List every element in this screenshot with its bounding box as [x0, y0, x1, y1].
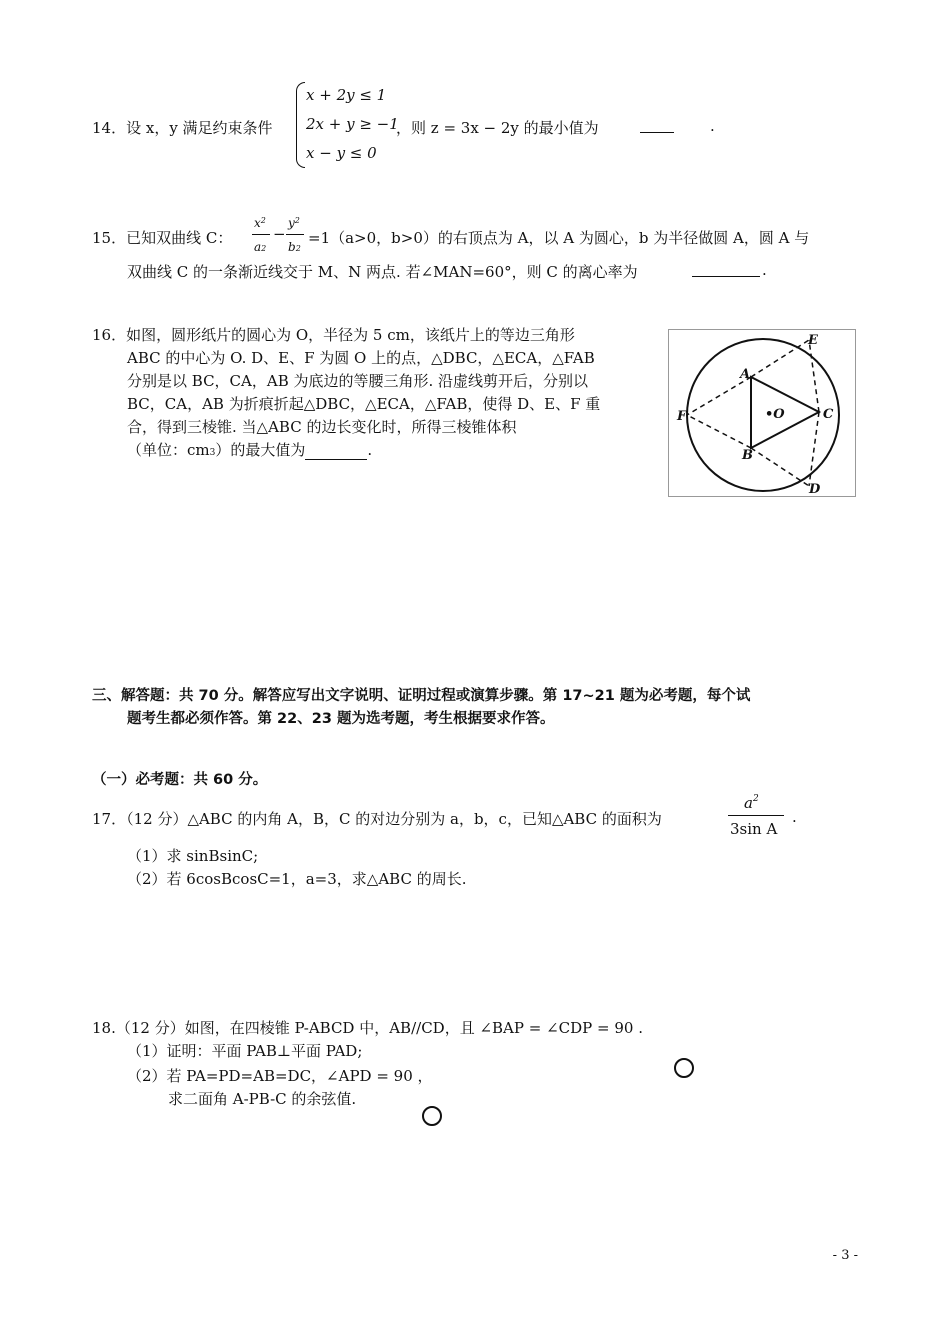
- q16-line-3: 分别是以 BC，CA，AB 为底边的等腰三角形. 沿虚线剪开后，分别以: [127, 372, 589, 390]
- label-D: D: [809, 482, 821, 496]
- q17-lead: 17．（12 分）△ABC 的内角 A，B，C 的对边分别为 a，b，c，已知△ABC 的面积为: [92, 810, 662, 828]
- label-O: •O: [765, 407, 785, 422]
- q18-part2-cont: 求二面角 A-PB-C 的余弦值.: [168, 1090, 357, 1108]
- q18-lead: 18.（12 分）如图，在四棱锥 P-ABCD 中，AB//CD，且 ∠BAP = ∠CDP = 90 .: [92, 1019, 643, 1037]
- q14-constraint-1: x + 2y ≤ 1: [306, 86, 387, 104]
- q16-line-5: 合，得到三棱锥. 当△ABC 的边长变化时，所得三棱锥体积: [127, 418, 517, 436]
- q14-question: ，则 z = 3x − 2y 的最小值为: [396, 119, 599, 137]
- circle-mark-1: [674, 1058, 694, 1078]
- label-B: B: [742, 448, 753, 463]
- label-C: C: [823, 407, 834, 422]
- circle-triangle-diagram: [669, 330, 855, 496]
- q17-part2: （2）若 6cosBcosC=1，a=3，求△ABC 的周长.: [127, 870, 467, 888]
- q16-line-1: 16．如图，圆形纸片的圆心为 O，半径为 5 cm，该纸片上的等边三角形: [92, 326, 575, 344]
- q15-minus: −: [273, 225, 286, 243]
- q16-figure: [668, 329, 856, 497]
- q15-text: =1（a>0，b>0）的右顶点为 A，以 A 为圆心，b 为半径做圆 A，圆 A 与: [308, 229, 810, 247]
- section3-heading-2: 题考生都必须作答。第 22、23 题为选考题，考生根据要求作答。: [127, 711, 555, 727]
- q14-period: .: [710, 117, 715, 135]
- q17-part1: （1）求 sinBsinC;: [127, 847, 259, 865]
- label-F: F: [677, 409, 687, 424]
- q15-line2: 双曲线 C 的一条渐近线交于 M、N 两点. 若∠MAN=60°，则 C 的离心率为: [127, 263, 638, 281]
- q14-constraint-2: 2x + y ≥ −1: [306, 115, 399, 133]
- q18-part1: （1）证明：平面 PAB⊥平面 PAD;: [127, 1042, 363, 1060]
- q14-constraint-3: x − y ≤ 0: [306, 144, 377, 162]
- q15-num1: $x^2$: [254, 216, 266, 230]
- q15-answer-blank: [692, 276, 760, 277]
- label-E: E: [808, 333, 818, 348]
- q15-lead: 15．已知双曲线 C：: [92, 229, 233, 247]
- q16-line-2: ABC 的中心为 O. D、E、F 为圆 O 上的点，△DBC，△ECA，△FAB: [127, 349, 595, 367]
- q14-answer-blank: [640, 132, 674, 133]
- q14-label: 14．设 x，y 满足约束条件: [92, 119, 273, 137]
- q16-line-6: （单位：cm3）的最大值为 .: [127, 441, 373, 459]
- q16-line-4: BC，CA，AB 为折痕折起△DBC，△ECA，△FAB，使得 D、E、F 重: [127, 395, 601, 413]
- q15-frac1-bar: [252, 234, 270, 235]
- q17-period: .: [792, 808, 797, 826]
- label-A: A: [740, 367, 751, 382]
- page-number: - 3 -: [832, 1248, 858, 1263]
- part1-heading: （一）必考题：共 60 分。: [92, 772, 268, 788]
- system-brace: [296, 82, 305, 168]
- q15-period: .: [762, 261, 767, 279]
- q17-frac-bar: [728, 815, 784, 816]
- q17-den: 3sin A: [730, 820, 778, 838]
- q15-den1: a2: [254, 240, 267, 254]
- q15-den2: b2: [288, 240, 301, 254]
- q17-num: $a^2$: [744, 794, 759, 812]
- circle-mark-2: [422, 1106, 442, 1126]
- q18-part2: （2）若 PA=PD=AB=DC，∠APD = 90 ，: [127, 1067, 433, 1085]
- q15-frac2-bar: [286, 234, 304, 235]
- section3-heading: 三、解答题：共 70 分。解答应写出文字说明、证明过程或演算步骤。第 17~21 题为必考题，每个试: [92, 688, 751, 704]
- q15-num2: $y^2$: [288, 216, 300, 230]
